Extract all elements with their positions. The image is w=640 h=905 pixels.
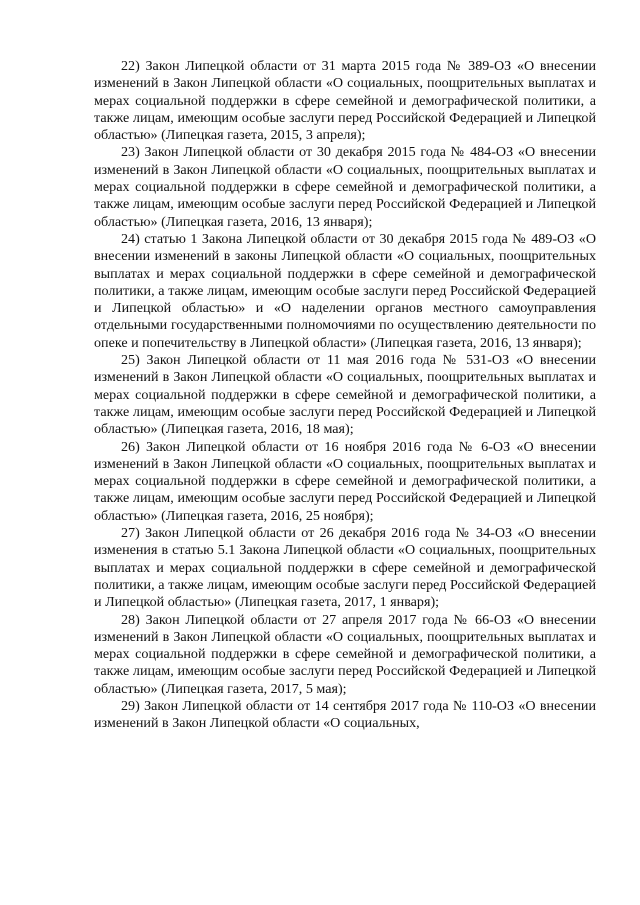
- list-item-27: 27) Закон Липецкой области от 26 декабря 2016 года № 34-ОЗ «О внесении изменения в статью 5.1 Закона Липецкой области «О социальных, поощрительных выплатах и мерах социальной поддержки в сфере семейной и демографической политики, а также лицам, имеющим особые заслуги перед Российской Федерацией и Липецкой областью» (Липецкая газета, 2017, 1 января);: [94, 525, 596, 611]
- list-item-22: 22) Закон Липецкой области от 31 марта 2015 года № 389-ОЗ «О внесении изменений в Закон Липецкой области «О социальных, поощрительных выплатах и мерах социальной поддержки в сфере семейной и демографической политики, а также лицам, имеющим особые заслуги перед Российской Федерацией и Липецкой областью» (Липецкая газета, 2015, 3 апреля);: [94, 58, 596, 144]
- list-item-26: 26) Закон Липецкой области от 16 ноября 2016 года № 6-ОЗ «О внесении изменений в Закон Липецкой области «О социальных, поощрительных выплатах и мерах социальной поддержки в сфере семейной и демографической политики, а также лицам, имеющим особые заслуги перед Российской Федерацией и Липецкой областью» (Липецкая газета, 2016, 25 ноября);: [94, 438, 596, 524]
- list-item-29: 29) Закон Липецкой области от 14 сентября 2017 года № 110-ОЗ «О внесении изменений в Закон Липецкой области «О социальных,: [94, 697, 596, 732]
- list-item-23: 23) Закон Липецкой области от 30 декабря 2015 года № 484-ОЗ «О внесении изменений в Закон Липецкой области «О социальных, поощрительных выплатах и мерах социальной поддержки в сфере семейной и демографической политики, а также лицам, имеющим особые заслуги перед Российской Федерацией и Липецкой областью» (Липецкая газета, 2016, 13 января);: [94, 144, 596, 230]
- list-item-25: 25) Закон Липецкой области от 11 мая 2016 года № 531-ОЗ «О внесении изменений в Закон Липецкой области «О социальных, поощрительных выплатах и мерах социальной поддержки в сфере семейной и демографической политики, а также лицам, имеющим особые заслуги перед Российской Федерацией и Липецкой областью» (Липецкая газета, 2016, 18 мая);: [94, 352, 596, 438]
- list-item-24: 24) статью 1 Закона Липецкой области от 30 декабря 2015 года № 489-ОЗ «О внесении изменений в законы Липецкой области «О социальных, поощрительных выплатах и мерах социальной поддержки в сфере семейной и демографической политики, а также лицам, имеющим особые заслуги перед Российской Федерацией и Липецкой областью» и «О наделении органов местного самоуправления отдельными государственными полномочиями по осуществлению деятельности по опеке и попечительству в Липецкой области» (Липецкая газета, 2016, 13 января);: [94, 230, 596, 351]
- list-item-28: 28) Закон Липецкой области от 27 апреля 2017 года № 66-ОЗ «О внесении изменений в Закон Липецкой области «О социальных, поощрительных выплатах и мерах социальной поддержки в сфере семейной и демографической политики, а также лицам, имеющим особые заслуги перед Российской Федерацией и Липецкой областью» (Липецкая газета, 2017, 5 мая);: [94, 611, 596, 697]
